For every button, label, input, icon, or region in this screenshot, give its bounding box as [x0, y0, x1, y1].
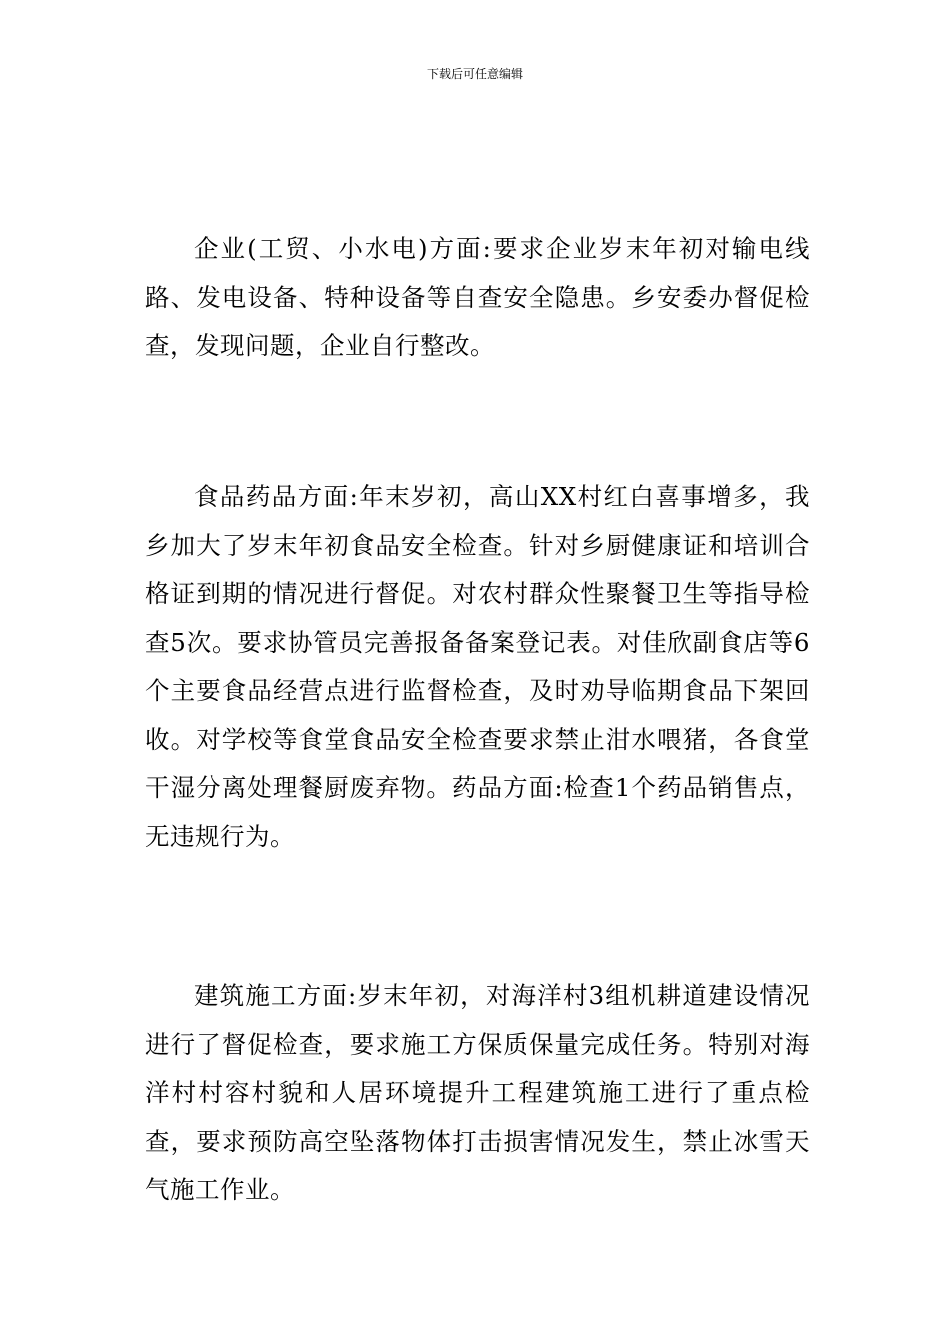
paragraph-enterprise: 企业(工贸、小水电)方面:要求企业岁末年初对输电线路、发电设备、特种设备等自查安全隐患。乡安委办督促检查，发现问题，企业自行整改。 [145, 234, 810, 360]
header-note: 下载后可任意编辑 [426, 67, 523, 81]
paragraph-construction: 建筑施工方面:岁末年初，对海洋村3组机耕道建设情况进行了督促检查，要求施工方保质保量完成任务。特别对海洋村村容村貌和人居环境提升工程建筑施工进行了重点检查，要求预防高空坠落物体打击损害情况发生，禁止冰雪天气施工作业。 [145, 981, 810, 1204]
paragraph-food-drug: 食品药品方面:年末岁初，高山XX村红白喜事增多，我乡加大了岁末年初食品安全检查。针对乡厨健康证和培训合格证到期的情况进行督促。对农村群众性聚餐卫生等指导检查5次。要求协管员完善报备备案登记表。对佳欣副食店等6个主要食品经营点进行监督检查，及时劝导临期食品下架回收。对学校等食堂食品安全检查要求禁止泔水喂猪，各食堂干湿分离处理餐厨废弃物。药品方面:检查1个药品销售点，无违规行为。 [145, 482, 810, 851]
